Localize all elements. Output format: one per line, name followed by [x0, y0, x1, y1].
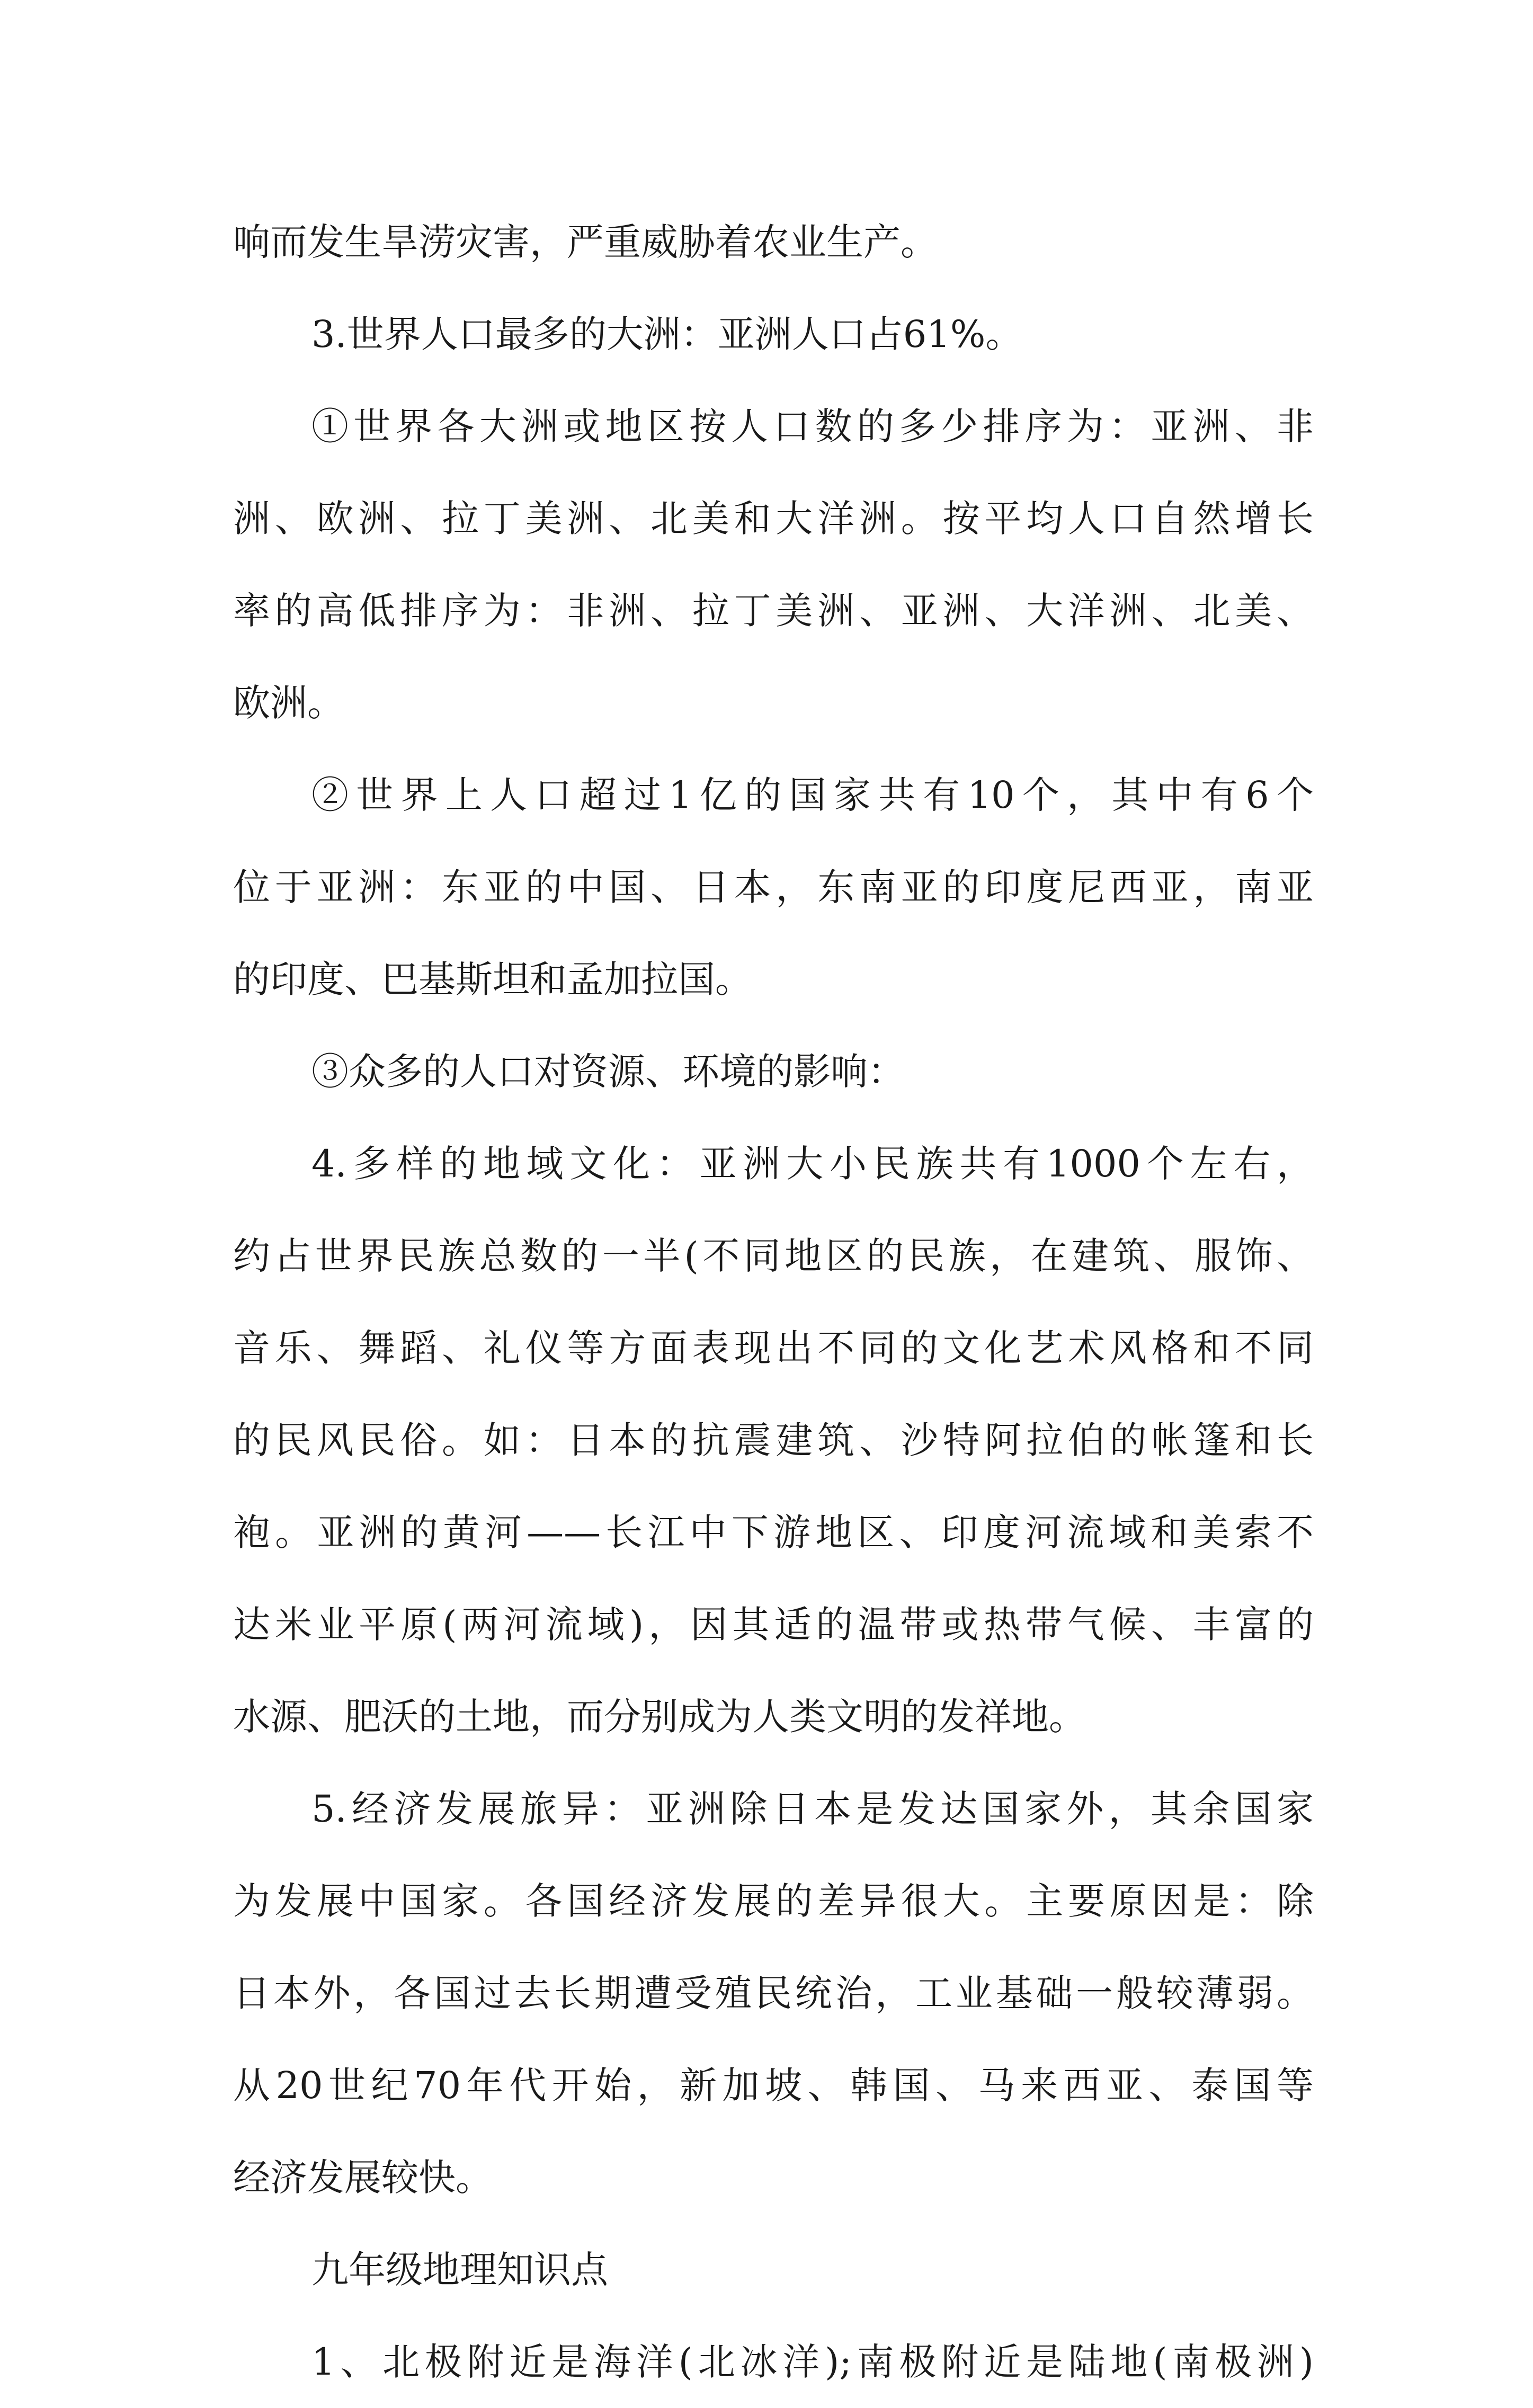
text-line: 从20世纪70年代开始，新加坡、韩国、马来西亚、泰国等 [233, 2064, 1314, 2107]
text-line: 位于亚洲：东亚的中国、日本，东南亚的印度尼西亚，南亚 [233, 866, 1314, 909]
text-line: 4.多样的地域文化：亚洲大小民族共有1000个左右， [311, 1142, 1314, 1185]
text-line: 为发展中国家。各国经济发展的差异很大。主要原因是：除 [233, 1879, 1314, 1923]
text-line: 九年级地理知识点 [311, 2248, 608, 2291]
text-line: 的印度、巴基斯坦和孟加拉国。 [233, 958, 752, 1001]
text-line: 欧洲。 [233, 681, 344, 725]
text-line: 5.经济发展旅异：亚洲除日本是发达国家外，其余国家 [311, 1787, 1314, 1831]
text-line: ③众多的人口对资源、环境的影响： [311, 1050, 905, 1093]
text-line: 达米业平原(两河流域)，因其适的温带或热带气候、丰富的 [233, 1603, 1314, 1646]
text-line: 袍。亚洲的黄河——长江中下游地区、印度河流域和美索不 [233, 1511, 1314, 1554]
text-line: 经济发展较快。 [233, 2156, 493, 2199]
document-body [233, 196, 1314, 2408]
text-line: 水源、肥沃的土地，而分别成为人类文明的发祥地。 [233, 1695, 1086, 1738]
text-line: 率的高低排序为：非洲、拉丁美洲、亚洲、大洋洲、北美、 [233, 589, 1314, 632]
text-line: ①世界各大洲或地区按人口数的多少排序为：亚洲、非 [311, 405, 1314, 448]
text-line: 日本外，各国过去长期遭受殖民统治，工业基础一般较薄弱。 [233, 1972, 1314, 2015]
text-line: 响而发生旱涝灾害，严重威胁着农业生产。 [233, 220, 938, 264]
text-line: 3.世界人口最多的大洲：亚洲人口占61%。 [311, 313, 1023, 356]
text-line: 的民风民俗。如：日本的抗震建筑、沙特阿拉伯的帐篷和长 [233, 1419, 1314, 1462]
text-line: ②世界上人口超过1亿的国家共有10个，其中有6个 [311, 773, 1314, 817]
text-line: 约占世界民族总数的一半(不同地区的民族，在建筑、服饰、 [233, 1234, 1314, 1278]
text-line: 音乐、舞蹈、礼仪等方面表现出不同的文化艺术风格和不同 [233, 1326, 1314, 1370]
text-line: 1、北极附近是海洋(北冰洋);南极附近是陆地(南极洲) [311, 2340, 1314, 2384]
text-line: 洲、欧洲、拉丁美洲、北美和大洋洲。按平均人口自然增长 [233, 497, 1314, 540]
